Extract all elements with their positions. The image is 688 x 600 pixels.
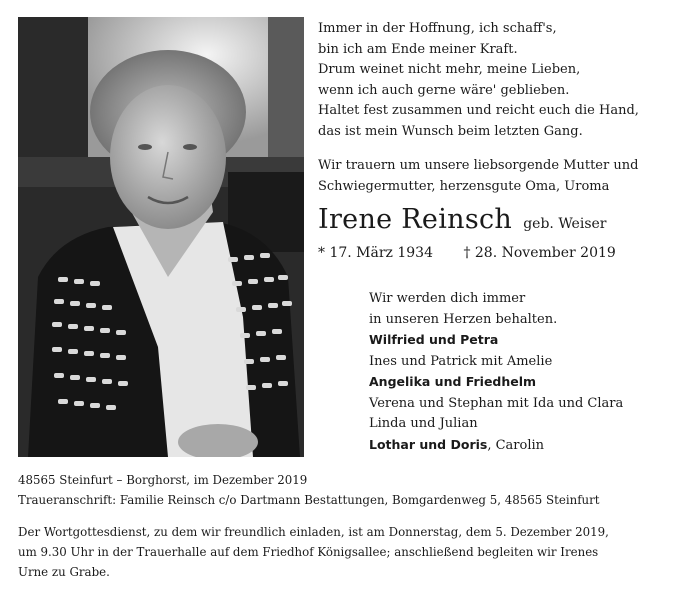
footer (18, 470, 678, 582)
deceased-name: Irene Reinsch (318, 204, 513, 235)
birth-name: geb. Weiser (523, 216, 607, 232)
mourning-statement (318, 156, 678, 197)
mourning-line: Wir trauern um unsere liebsorgende Mutter und (318, 158, 639, 173)
poem-line: wenn ich auch gerne wäre' geblieben. (318, 82, 570, 98)
service-line: um 9.30 Uhr in der Trauerhalle auf dem Friedhof Königsallee; anschließend begleiten wir Irenes (18, 545, 599, 559)
poem-line: Immer in der Hoffnung, ich schaff's, (318, 21, 557, 36)
death-date: † 28. November 2019 (463, 245, 616, 261)
deceased-name-line (318, 204, 607, 235)
poem-line: Drum weinet nicht mehr, meine Lieben, (318, 62, 581, 77)
life-dates (318, 245, 616, 261)
service-line: Der Wortgottesdienst, zu dem wir freundlich einladen, ist am Donnerstag, dem 5. Dezember 2019, (18, 525, 609, 539)
family-list (369, 289, 679, 456)
poem-line: Haltet fest zusammen und reicht euch die Hand, (318, 103, 639, 118)
service-line: Urne zu Grabe. (18, 565, 110, 579)
poem (318, 19, 678, 142)
mourning-line: Schwiegermutter, herzensgute Oma, Uroma (318, 178, 610, 194)
portrait-photo (18, 17, 304, 457)
family-couple: Wilfried und Petra (369, 332, 499, 347)
family-members: Verena und Stephan mit Ida und Clara (369, 395, 624, 411)
family-members: Ines und Patrick mit Amelie (369, 353, 553, 369)
family-couple: Lothar und Doris (369, 436, 488, 452)
poem-line: das ist mein Wunsch beim letzten Gang. (318, 123, 583, 139)
family-intro-line: in unseren Herzen behalten. (369, 311, 558, 327)
poem-line: bin ich am Ende meiner Kraft. (318, 41, 518, 57)
birth-date: * 17. März 1934 (318, 245, 433, 261)
family-members: , Carolin (487, 437, 545, 453)
family-couple: Angelika und Friedhelm (369, 374, 537, 389)
place-date: 48565 Steinfurt – Borghorst, im Dezember 2019 (18, 473, 308, 487)
mourning-address: Traueranschrift: Familie Reinsch c/o Dartmann Bestattungen, Bomgardenweg 5, 48565 Steinfurt (18, 493, 600, 507)
family-members: Linda und Julian (369, 416, 478, 431)
family-intro-line: Wir werden dich immer (369, 291, 526, 306)
